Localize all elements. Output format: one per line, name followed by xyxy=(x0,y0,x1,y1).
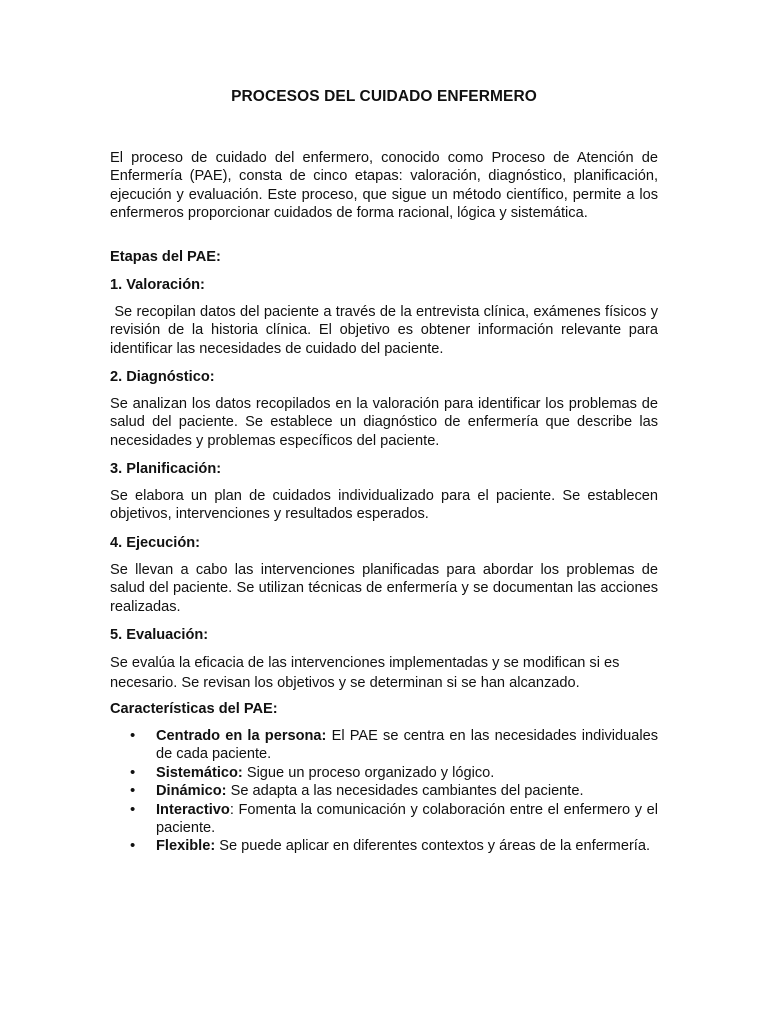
characteristic-text: Sigue un proceso organizado y lógico. xyxy=(242,764,495,781)
bullet-icon: • xyxy=(130,837,136,855)
bullet-icon: • xyxy=(130,763,136,781)
stage-heading-planificacion: 3. Planificación: xyxy=(110,461,222,477)
list-item xyxy=(110,801,658,838)
stage-heading-valoracion: 1. Valoración: xyxy=(110,277,205,293)
intro-paragraph: El proceso de cuidado del enfermero, conocido como Proceso de Atención de Enfermería (PAE), consta de cinco etapas: valoración, diagnóstico, planificación, ejecución y evaluación. Este proceso, que sigue un método científico, permite a los enfermeros proporcionar cuidados de forma racional, lógica y sistemática. xyxy=(110,150,658,222)
characteristics-list xyxy=(110,727,658,856)
list-item xyxy=(110,727,658,764)
page-title: PROCESOS DEL CUIDADO ENFERMERO xyxy=(231,88,537,105)
characteristics-heading: Características del PAE: xyxy=(110,701,278,717)
stage-text-valoracion: Se recopilan datos del paciente a través de la entrevista clínica, exámenes físicos y revisión de la historia clínica. El objetivo es obtener información relevante para identificar las necesidades de cuidado del paciente. xyxy=(110,304,658,357)
characteristic-term: Centrado en la persona: xyxy=(156,728,327,744)
characteristic-term: Dinámico: xyxy=(156,783,227,800)
characteristic-term: Interactivo xyxy=(156,801,230,818)
stage-heading-ejecucion: 4. Ejecución: xyxy=(110,535,201,551)
characteristic-text: Se adapta a las necesidades cambiantes del paciente. xyxy=(226,783,584,800)
bullet-icon: • xyxy=(130,800,136,818)
characteristic-term: Flexible: xyxy=(156,838,216,855)
stage-heading-evaluacion: 5. Evaluación: xyxy=(110,627,209,643)
bullet-icon: • xyxy=(130,782,136,800)
stage-heading-diagnostico: 2. Diagnóstico: xyxy=(110,369,215,385)
stages-heading: Etapas del PAE: xyxy=(110,249,221,265)
stage-text-ejecucion: Se llevan a cabo las intervenciones planificadas para abordar los problemas de salud del paciente. Se utilizan técnicas de enfermería y se documentan las acciones realizadas. xyxy=(110,562,658,615)
stage-text-evaluacion: Se evalúa la eficacia de las intervenciones implementadas y se modifican si es necesario. Se revisan los objetivos y se determinan si se han alcanzado. xyxy=(110,655,620,691)
characteristic-text: : Fomenta la comunicación y colaboración entre el enfermero y el paciente. xyxy=(156,801,658,837)
list-item xyxy=(110,764,658,782)
characteristic-text: El PAE se centra en las necesidades individuales de cada paciente. xyxy=(156,728,658,763)
characteristic-text: Se puede aplicar en diferentes contextos y áreas de la enfermería. xyxy=(215,838,651,855)
stage-text-diagnostico: Se analizan los datos recopilados en la valoración para identificar los problemas de salud del paciente. Se establece un diagnóstico de enfermería que describe las necesidades y problemas específicos del paciente. xyxy=(110,396,658,449)
stage-text-planificacion: Se elabora un plan de cuidados individualizado para el paciente. Se establecen objetivos, intervenciones y resultados esperados. xyxy=(110,488,658,523)
list-item xyxy=(110,837,658,855)
characteristic-term: Sistemático: xyxy=(156,764,243,781)
list-item xyxy=(110,782,658,800)
bullet-icon: • xyxy=(130,727,136,744)
